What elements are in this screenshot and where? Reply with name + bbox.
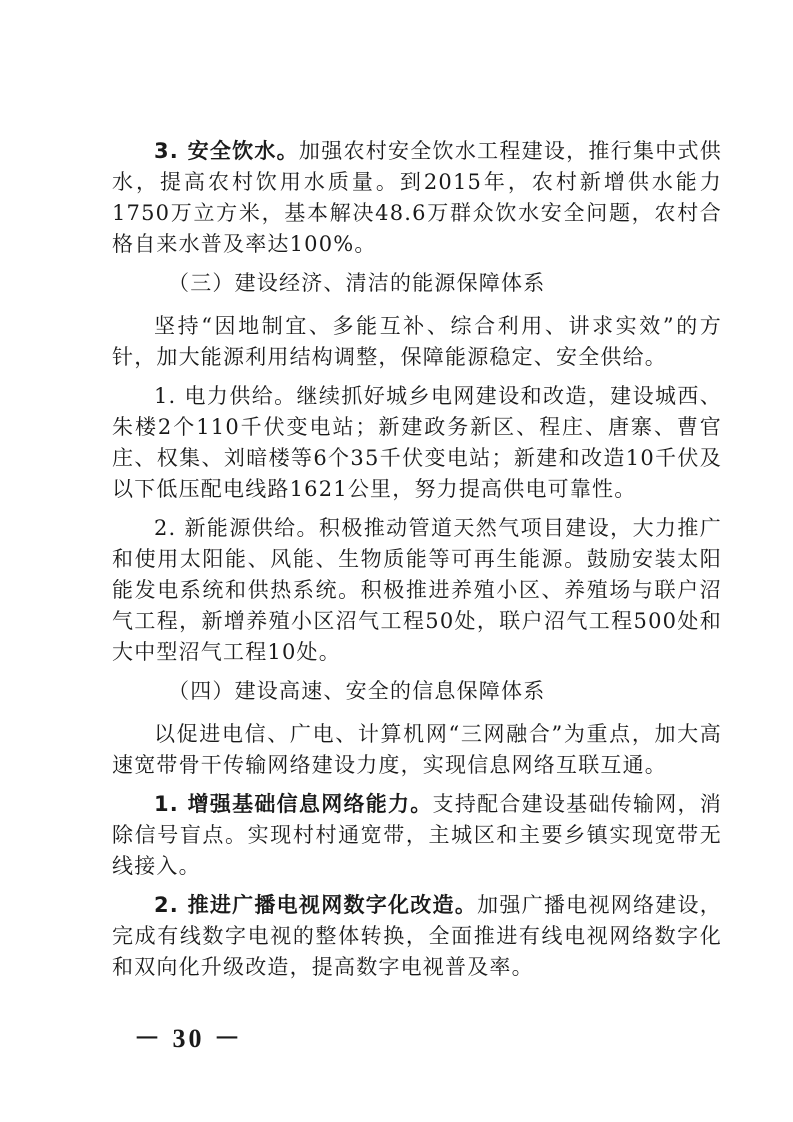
item-lead: 1. 增强基础信息网络能力。 [154,792,433,816]
item-lead: 3. 安全饮水。 [154,139,299,163]
paragraph-new-energy [112,513,722,668]
paragraph-text: 2. 新能源供给。积极推动管道天然气项目建设，大力推广和使用太阳能、风能、生物质能等可再生能源。鼓励安装太阳能发电系统和供热系统。积极推进养殖小区、养殖场与联户沼气工程，新增养殖小区沼气工程50处，联户沼气工程500处和大中型沼气工程10处。 [112,516,722,664]
section-heading-information: （四）建设高速、安全的信息保障体系 [168,679,546,703]
paragraph-energy-policy: 坚持“因地制宜、多能互补、综合利用、讲求实效”的方针，加大能源利用结构调整，保障能源稳定、安全供给。 [112,314,722,369]
paragraph-power-supply [112,381,722,505]
page-number: － 30 － [134,1024,244,1053]
document-body [112,136,722,991]
paragraph-text: 加强农村安全饮水工程建设，推行集中式供水，提高农村饮用水质量。到2015年，农村新增供水能力1750万立方米，基本解决48.6万群众饮水安全问题，农村合格自来水普及率达100%。 [112,139,722,256]
paragraph-text: 加强广播电视网络建设，完成有线数字电视的整体转换，全面推进有线电视网络数字化和双向化升级改造，提高数字电视普及率。 [112,893,722,979]
paragraph-text: 支持配合建设基础传输网，消除信号盲点。实现村村通宽带，主城区和主要乡镇实现宽带无线接入。 [112,792,722,878]
paragraph-basic-network [112,789,722,882]
paragraph-safe-drinking-water [112,136,722,260]
paragraph-digital-tv [112,890,722,983]
paragraph-text: 1. 电力供给。继续抓好城乡电网建设和改造，建设城西、朱楼2个110千伏变电站；新建政务新区、程庄、唐寨、曹官庄、权集、刘暗楼等6个35千伏变电站；新建和改造10千伏及以下低压配电线路1621公里，努力提高供电可靠性。 [112,384,722,501]
item-lead: 2. 推进广播电视网数字化改造。 [154,893,478,917]
section-heading-energy: （三）建设经济、清洁的能源保障体系 [168,271,546,295]
paragraph-three-network: 以促进电信、广电、计算机网“三网融合”为重点，加大高速宽带骨干传输网络建设力度，实现信息网络互联互通。 [112,722,722,777]
